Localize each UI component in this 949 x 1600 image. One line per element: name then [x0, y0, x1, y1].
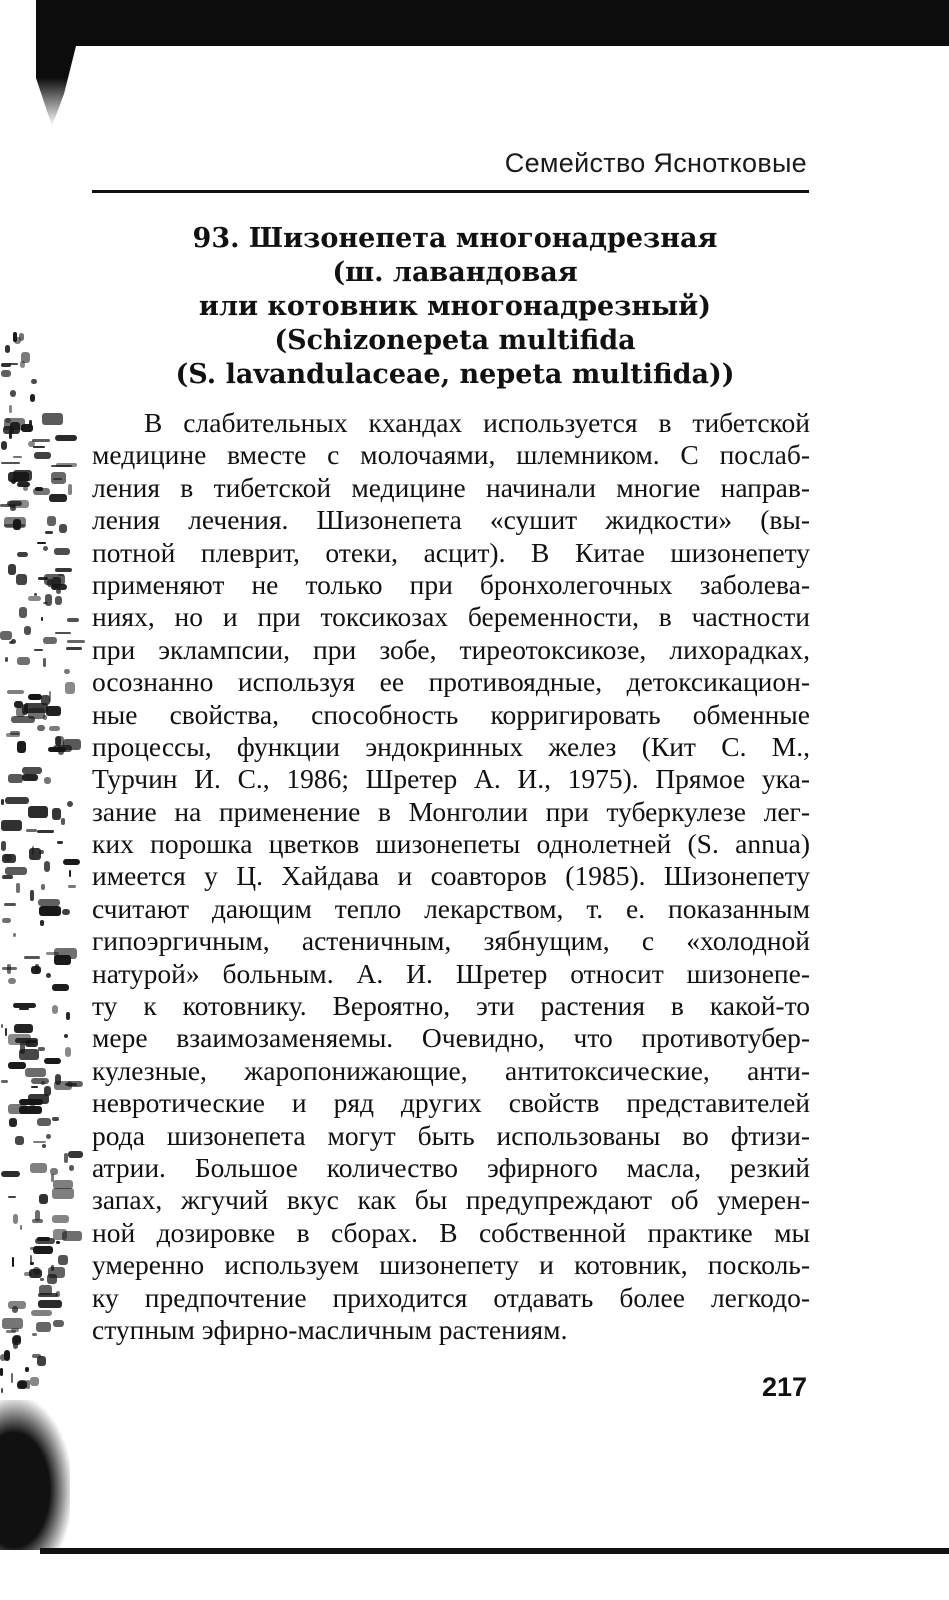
scan-speckle: [30, 1255, 33, 1265]
scan-speckle: [40, 1278, 44, 1282]
scan-speckle: [48, 1267, 66, 1278]
scan-speckle: [37, 542, 46, 544]
scan-speckle: [52, 1117, 59, 1120]
text-line: ления в тибетской медицине начинали многие направ-: [92, 471, 810, 503]
scan-speckle: [15, 1136, 25, 1145]
scan-speckle: [5, 657, 8, 663]
scan-speckle: [8, 1062, 26, 1069]
body-paragraph: [92, 407, 810, 1346]
scan-speckle: [1, 462, 20, 464]
scan-speckle: [44, 861, 49, 872]
scan-speckle: [24, 1272, 31, 1276]
scan-top-edge: [36, 0, 949, 46]
title-line: (ш. лавандовая: [332, 257, 578, 288]
scan-speckle: [56, 736, 64, 747]
scan-speckle: [13, 519, 21, 530]
scan-speckle: [55, 596, 63, 604]
text-line: Турчин И. С., 1986; Шретер А. И., 1975). Прямое ука-: [92, 763, 810, 795]
scan-speckle: [49, 494, 66, 503]
scan-speckle: [42, 413, 62, 425]
text-line: ступным эфирно-масличным растениям.: [92, 1313, 568, 1345]
scan-speckle: [1, 370, 11, 377]
scan-speckle: [46, 706, 61, 716]
text-line: гипоэргичным, астеничным, зябнущим, с «холодной: [92, 925, 810, 957]
text-line: ные свойства, способность корригировать обменные: [92, 698, 810, 730]
scan-speckle: [1, 820, 22, 831]
scan-speckle: [38, 899, 60, 906]
text-line: ку предпочтение приходится отдавать более легкодо-: [92, 1281, 810, 1313]
scan-speckle: [24, 626, 31, 635]
scan-speckle: [19, 607, 27, 618]
scan-speckle: [32, 439, 51, 442]
article-title: [100, 222, 810, 392]
scan-speckle: [61, 818, 65, 825]
scan-speckle: [1, 1171, 20, 1177]
scan-speckle: [33, 446, 44, 448]
scan-speckle: [57, 841, 63, 844]
scan-speckle: [28, 694, 43, 699]
scan-speckle: [13, 1335, 21, 1343]
text-line: процессы, функции эндокринных желез (Кит С. М.,: [92, 730, 810, 762]
scan-speckle: [64, 1153, 68, 1163]
scan-speckle: [52, 808, 61, 819]
scan-speckle: [65, 1083, 78, 1086]
scan-speckle: [44, 1058, 61, 1064]
scan-speckle: [22, 767, 42, 774]
title-line: 93. Шизонепета многонадрезная: [192, 223, 718, 254]
scan-speckle: [19, 1049, 39, 1059]
scan-speckle: [31, 1310, 52, 1316]
scan-speckle: [5, 345, 10, 352]
scan-speckle: [43, 546, 48, 551]
scan-speckle: [29, 848, 41, 859]
scan-speckle: [31, 379, 37, 383]
scan-speckle: [67, 618, 79, 622]
scan-speckle: [17, 552, 28, 557]
text-line: запах, жгучий вкус как бы предупреждают об умерен-: [92, 1184, 810, 1216]
scan-speckle: [45, 531, 53, 534]
scan-speckle: [53, 1320, 64, 1327]
scan-speckle: [1, 1024, 3, 1028]
scan-speckle: [2, 854, 16, 863]
scan-speckle: [44, 777, 52, 783]
scan-speckle: [17, 1381, 27, 1389]
scan-speckle: [64, 1034, 68, 1038]
scan-speckle: [37, 1237, 50, 1241]
scan-speckle: [62, 909, 69, 916]
scan-speckle: [11, 1373, 13, 1383]
scan-speckle: [14, 701, 23, 708]
scan-speckle: [4, 418, 25, 430]
scan-speckle: [46, 1134, 51, 1138]
scan-speckle: [49, 691, 51, 702]
scan-speckle: [46, 973, 50, 978]
scan-speckle: [39, 906, 62, 915]
scan-speckle: [37, 725, 45, 732]
scan-speckle: [4, 903, 16, 907]
scan-speckle: [1, 799, 4, 805]
scan-speckle: [25, 1040, 38, 1048]
scan-speckle: [29, 420, 31, 428]
scan-speckle: [11, 478, 16, 484]
scan-speckle: [66, 1012, 70, 1020]
scan-speckle: [58, 1255, 68, 1265]
scan-speckle: [55, 1074, 61, 1086]
scan-speckle: [13, 1214, 19, 1224]
scan-speckle: [55, 435, 77, 441]
scan-speckle: [7, 690, 24, 694]
scan-speckle: [41, 617, 43, 621]
text-line: потной плеврит, отеки, асцит). В Китае шизонепету: [92, 536, 810, 568]
scan-speckle: [26, 829, 37, 832]
scan-speckle: [19, 333, 24, 341]
scan-speckle: [8, 1196, 17, 1199]
scan-speckle: [28, 806, 48, 818]
text-line: имеется у Ц. Хайдава и соавторов (1985). Шизонепету: [92, 860, 810, 892]
text-line: умеренно используем шизонепету и котовник, посколь-: [92, 1249, 810, 1281]
scan-speckle: [8, 1104, 27, 1114]
scan-speckle: [9, 430, 11, 439]
text-line: ту к котовнику. Вероятно, эти растения в какой-то: [92, 990, 810, 1022]
scan-speckle: [22, 774, 38, 781]
scan-speckle: [56, 1241, 60, 1243]
text-line: при эклампсии, при зобе, тиреотоксикозе, лихорадках,: [92, 633, 810, 665]
scan-speckle: [38, 1293, 59, 1298]
scan-speckle: [43, 637, 57, 644]
scan-speckle: [47, 516, 56, 526]
scan-speckle: [54, 955, 72, 965]
scan-speckle: [28, 596, 41, 601]
scan-speckle: [20, 361, 26, 368]
scan-speckle: [17, 482, 30, 487]
scan-speckle: [69, 870, 71, 877]
scan-speckle: [29, 1101, 36, 1106]
scan-speckle: [7, 964, 10, 974]
scan-corner-shadow: [0, 1400, 70, 1550]
scan-speckle: [66, 647, 81, 650]
scan-speckle: [34, 452, 51, 459]
scan-speckle: [63, 859, 80, 866]
scan-speckle: [51, 465, 72, 467]
scan-speckle: [13, 1003, 36, 1007]
scan-speckle: [68, 885, 76, 888]
text-line: невротические и ряд других свойств представителей: [92, 1087, 810, 1119]
scan-speckle: [32, 1354, 41, 1358]
scan-speckle: [59, 524, 67, 533]
scan-speckle: [1, 1080, 8, 1083]
scan-speckle: [38, 1300, 62, 1308]
text-line: натурой» больным. А. И. Шретер относит шизонепе-: [92, 957, 810, 989]
scan-speckle: [11, 639, 16, 644]
scan-speckle: [12, 1257, 14, 1267]
text-line: атрии. Большое количество эфирного масла, резкий: [92, 1151, 810, 1183]
text-line: ной дозировке в сборах. В собственной практике мы: [92, 1216, 810, 1248]
text-line: медицине вместе с молочаями, шлемником. С послаб-: [92, 439, 810, 471]
scan-bottom-edge: [40, 1548, 949, 1554]
text-line: ниях, но и при токсикозах беременности, в частности: [92, 601, 810, 633]
scan-speckle: [42, 1144, 47, 1149]
scan-speckle: [11, 1328, 20, 1332]
scan-speckle: [30, 1377, 39, 1386]
scan-speckle: [51, 1174, 54, 1182]
scan-speckle: [54, 548, 71, 555]
text-line: осознанно используя ее противоядные, детоксикацион-: [92, 666, 810, 698]
scan-speckle: [30, 890, 35, 901]
scan-speckle: [30, 394, 36, 402]
scan-speckle: [23, 486, 27, 491]
scan-speckle: [9, 1118, 17, 1128]
scan-speckle: [30, 1163, 47, 1173]
text-line: В слабительных кхандах используется в тибетской: [144, 407, 810, 438]
scan-speckle: [8, 978, 16, 985]
text-line: зание на применение в Монголии при туберкулезе лег-: [92, 795, 810, 827]
scan-speckle: [9, 363, 18, 365]
scan-speckle: [44, 1086, 51, 1096]
title-line: (S. lavandulaceae, nepeta multifida)): [175, 359, 735, 390]
scan-speckle: [10, 731, 20, 736]
scan-speckle: [63, 739, 80, 750]
scan-speckle: [2, 875, 13, 879]
text-line: применяют не только при бронхолегочных заболева-: [92, 568, 810, 600]
scan-speckle: [16, 574, 27, 585]
page-number: 217: [761, 1372, 807, 1402]
scan-speckle: [38, 1047, 45, 1051]
running-head: Семейство Яснотковые: [504, 148, 807, 178]
scan-speckle: [1, 441, 7, 451]
scan-speckle: [24, 956, 40, 959]
scan-speckle: [19, 1008, 29, 1011]
scan-speckle: [39, 1194, 47, 1204]
scan-speckle: [13, 332, 18, 342]
scan-speckle: [0, 1368, 3, 1376]
scan-speckle: [25, 1068, 46, 1077]
scan-speckle: [20, 1225, 22, 1230]
text-line: ких порошка цветков шизонепеты однолетней (S. annua): [92, 828, 810, 860]
scan-speckle: [56, 589, 61, 595]
text-line: рода шизонепета могут быть использованы во фтизи-: [92, 1119, 810, 1151]
scan-speckle: [35, 964, 40, 970]
scan-speckle: [68, 484, 72, 494]
scan-speckle: [36, 1322, 51, 1332]
scan-speckle: [31, 1078, 49, 1083]
title-line: или котовник многонадрезный): [198, 291, 712, 322]
scan-speckle: [5, 867, 26, 875]
text-line: ления лечения. Шизонепета «сушит жидкости» (вы-: [92, 504, 810, 536]
scan-speckle: [4, 1350, 10, 1361]
scan-speckle: [37, 830, 54, 833]
scan-speckle: [10, 390, 16, 397]
scan-speckle: [58, 749, 64, 754]
scan-speckle: [56, 1291, 60, 1298]
title-line: (Schizonepeta multifida: [274, 325, 636, 356]
scan-speckle: [40, 920, 45, 926]
scan-speckle: [25, 1367, 29, 1371]
scan-speckle: [52, 1188, 74, 1200]
scan-speckle: [37, 1118, 51, 1126]
scan-speckle: [43, 715, 47, 720]
scan-speckle: [1, 1388, 3, 1392]
scan-speckle: [1, 841, 7, 851]
text-line: мере взаимозаменяемы. Очевидно, что противотубер-: [92, 1022, 810, 1054]
text-line: считают дающим тепло лекарством, т. е. показанным: [92, 892, 810, 924]
scan-speckle: [45, 594, 52, 606]
scan-speckle: [65, 682, 75, 693]
scan-speckle: [13, 933, 16, 937]
header-rule: [92, 190, 809, 193]
scan-speckle: [69, 1165, 74, 1172]
text-line: кулезные, жаропонижающие, антитоксические, анти-: [92, 1054, 810, 1086]
scan-speckle: [67, 640, 86, 643]
scan-speckle: [9, 405, 12, 412]
scan-speckle: [62, 1231, 82, 1241]
scan-speckle: [53, 478, 63, 480]
scan-speckle: [65, 1047, 71, 1057]
scan-speckle: [52, 1215, 69, 1223]
scan-speckle: [14, 1024, 33, 1033]
scan-speckle: [35, 1210, 40, 1221]
scan-speckle: [55, 632, 71, 635]
scan-speckle: [5, 1028, 7, 1036]
scan-speckle: [31, 1086, 39, 1088]
scan-speckle: [8, 564, 16, 576]
scan-speckle: [49, 726, 60, 731]
scan-speckle: [67, 801, 73, 807]
scan-speckle: [13, 456, 22, 459]
scan-speckle: [35, 487, 43, 491]
scan-speckle: [2, 918, 11, 924]
scan-speckle: [64, 669, 70, 674]
scan-speckle: [52, 1005, 58, 1014]
scan-speckle: [52, 984, 68, 992]
scan-speckle: [5, 797, 28, 805]
scan-speckle: [8, 1301, 26, 1310]
scan-speckle: [17, 741, 26, 752]
scan-speckle: [8, 774, 23, 782]
scan-speckle: [17, 657, 30, 665]
scan-speckle: [0, 631, 12, 640]
scan-speckle: [11, 716, 35, 723]
scan-speckle: [32, 1333, 37, 1336]
scan-speckle: [33, 1141, 46, 1144]
scan-speckle: [55, 568, 72, 572]
scan-speckle: [30, 1247, 41, 1249]
scan-speckle: [16, 883, 20, 894]
scan-speckle: [9, 500, 29, 509]
scan-speckle: [41, 884, 46, 890]
scan-speckle: [68, 1151, 84, 1158]
scan-speckle: [43, 658, 46, 666]
scan-speckle: [34, 649, 42, 652]
